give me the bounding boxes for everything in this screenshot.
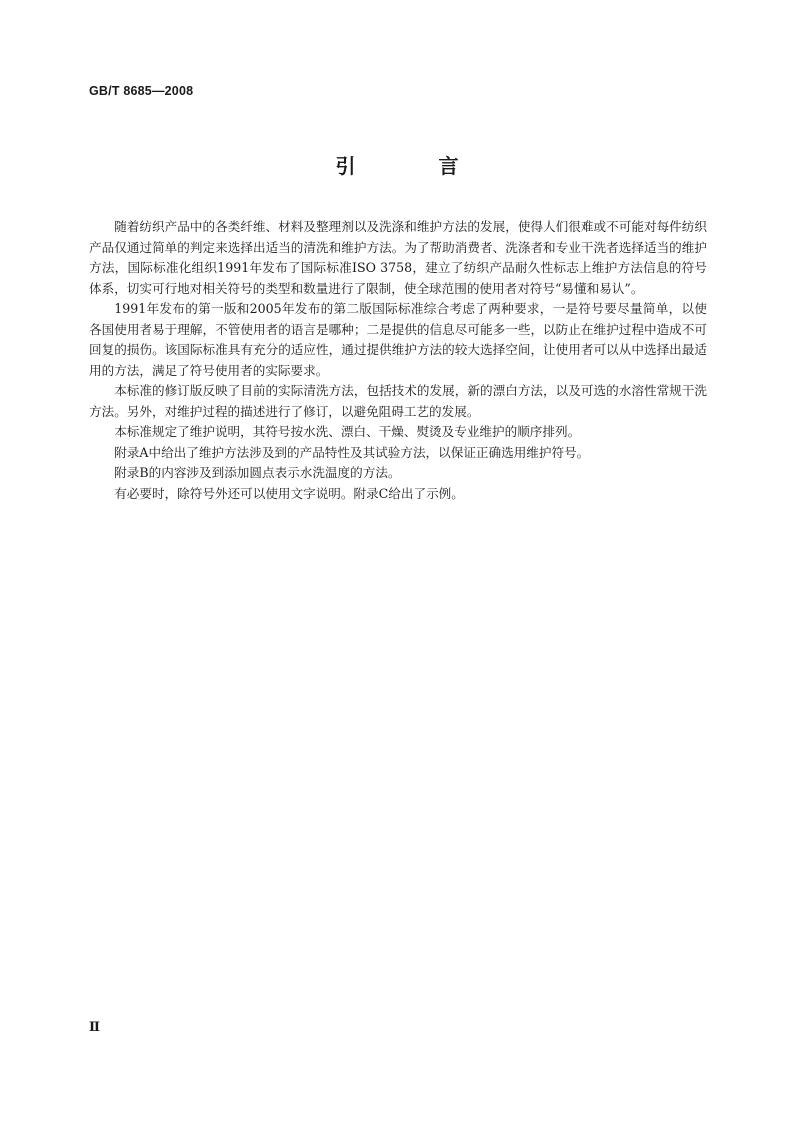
page-number: Ⅱ [89, 1020, 100, 1035]
page-title: 引 言 [335, 154, 497, 178]
paragraph: 本标准的修订版反映了目前的实际清洗方法，包括技术的发展，新的漂白方法，以及可选的水溶性常规干洗方法。另外，对维护过程的描述进行了修订，以避免阻碍工艺的发展。 [89, 383, 707, 419]
paragraph: 本标准规定了维护说明，其符号按水洗、漂白、干燥、熨烫及专业维护的顺序排列。 [114, 424, 581, 439]
paragraph: 有必要时，除符号外还可以使用文字说明。附录C给出了示例。 [114, 485, 464, 501]
paragraph: 1991年发布的第一版和2005年发布的第二版国际标准综合考虑了两种要求，一是符号要尽量简单，以使各国使用者易于理解，不管使用者的语言是哪种；二是提供的信息尽可能多一些，以防止在维护过程中造成不可回复的损伤。该国际标准具有充分的适应性，通过提供维护方法的较大选择空间，让使用者可以从中选择出最适用的方法，满足了符号使用者的实际要求。 [89, 301, 707, 378]
paragraph: 随着纺织产品中的各类纤维、材料及整理剂以及洗涤和维护方法的发展，使得人们很难或不可能对每件纺织产品仅通过简单的判定来选择出适当的清洗和维护方法。为了帮助消费者、洗涤者和专业干洗者选择适当的维护方法，国际标准化组织1991年发布了国际标准ISO 3758，建立了纺织产品耐久性标志上维护方法信息的符号体系，切实可行地对相关符号的类型和数量进行了限制，使全球范围的使用者对符号“易懂和易认”。 [89, 219, 707, 296]
standard-code: GB/T 8685—2008 [89, 84, 194, 98]
paragraph: 附录B的内容涉及到添加圆点表示水洗温度的方法。 [114, 465, 401, 480]
paragraph: 附录A中给出了维护方法涉及到的产品特性及其试验方法，以保证正确选用维护符号。 [114, 444, 590, 460]
introduction-body [89, 217, 707, 504]
